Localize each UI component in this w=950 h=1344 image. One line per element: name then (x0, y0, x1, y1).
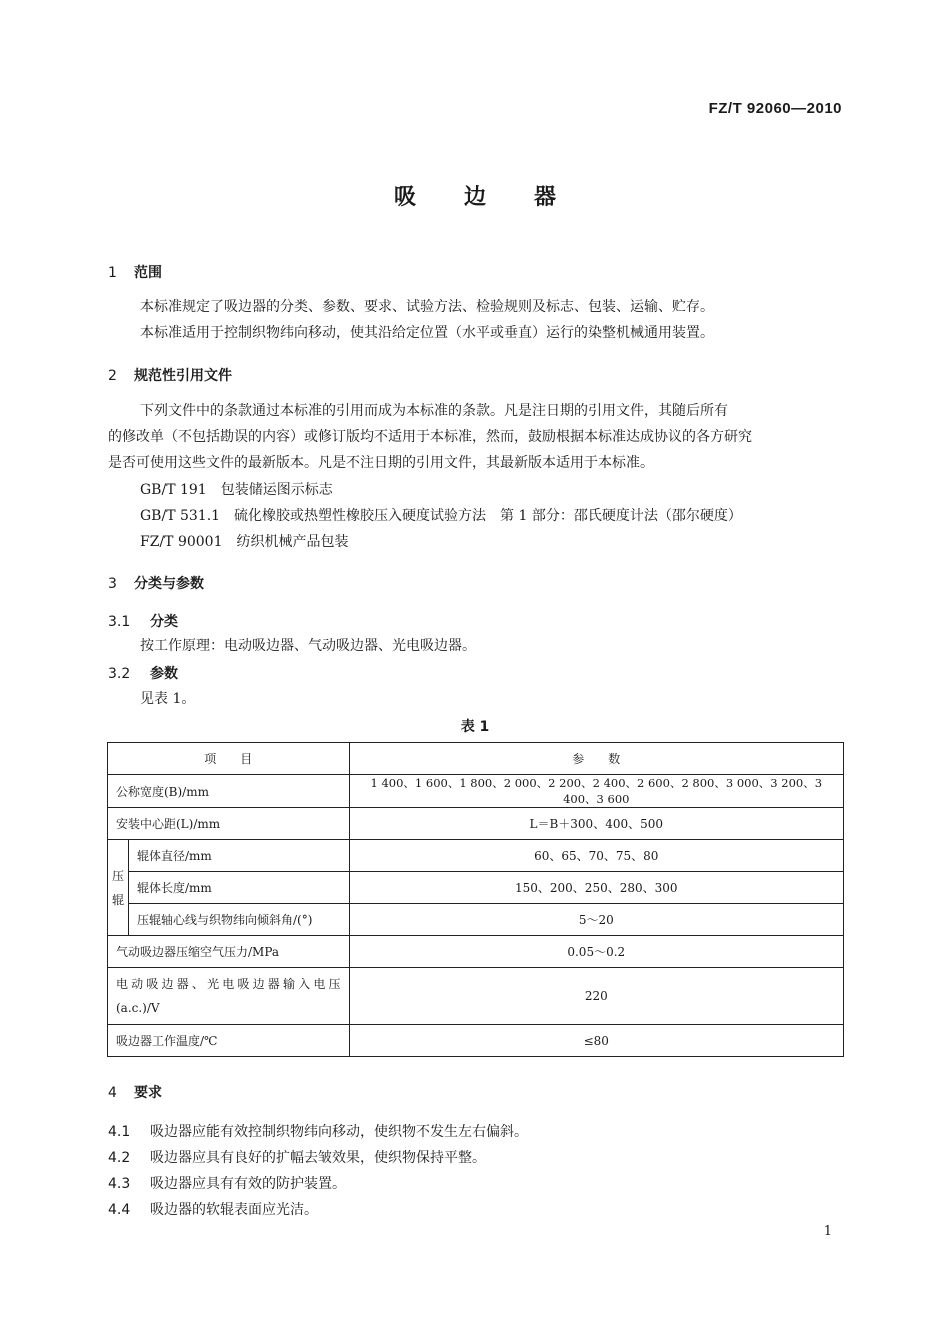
row-label-line: (a.c.)/V (116, 1001, 160, 1015)
paragraph: 本标准适用于控制织物纬向移动，使其沿给定位置（水平或垂直）运行的染整机械通用装置。 (140, 325, 714, 341)
table-row (108, 872, 844, 904)
section-number: 4 (108, 1085, 117, 1101)
paragraph-line: 是否可使用这些文件的最新版本。凡是不注日期的引用文件，其最新版本适用于本标准。 (108, 455, 654, 471)
row-value: 5～20 (349, 904, 843, 936)
row-label: 压辊轴心线与织物纬向倾斜角/(°) (129, 904, 350, 936)
page-number: 1 (823, 1224, 832, 1239)
subsection-title: 参数 (150, 666, 178, 682)
roller-group-label (108, 840, 129, 936)
item-text: 吸边器应具有良好的扩幅去皱效果，使织物保持平整。 (150, 1150, 486, 1166)
item-text: 吸边器应能有效控制织物纬向移动，使织物不发生左右偏斜。 (150, 1124, 528, 1140)
requirement-item (108, 1121, 528, 1141)
row-label: 安装中心距(L)/mm (108, 808, 350, 840)
subsection-number: 3.2 (108, 666, 131, 682)
parameter-table (107, 742, 844, 1057)
section-title: 分类与参数 (134, 576, 204, 592)
item-text: 吸边器的软辊表面应光洁。 (150, 1202, 318, 1218)
paragraph-line: 下列文件中的条款通过本标准的引用而成为本标准的条款。凡是注日期的引用文件，其随后所有 (140, 403, 728, 419)
table-row (108, 1025, 844, 1057)
row-value: 1 400、1 600、1 800、2 000、2 200、2 400、2 600、2 800、3 000、3 200、3 400、3 600 (349, 775, 843, 808)
row-label: 辊体直径/mm (129, 840, 350, 872)
subsection-number: 3.1 (108, 614, 131, 630)
table-row (108, 808, 844, 840)
header-cell-param: 参 数 (349, 743, 843, 775)
item-number: 4.4 (108, 1202, 131, 1218)
section-2-heading (108, 365, 232, 385)
reference-item: GB/T 531.1 硫化橡胶或热塑性橡胶压入硬度试验方法 第 1 部分：邵氏硬度计法（邵尔硬度） (140, 508, 742, 524)
section-number: 3 (108, 576, 117, 592)
section-title: 范围 (134, 265, 162, 281)
item-number: 4.2 (108, 1150, 131, 1166)
reference-item: FZ/T 90001 纺织机械产品包装 (140, 534, 349, 550)
table-row (108, 840, 844, 872)
paragraph: 见表 1。 (140, 691, 196, 707)
requirement-item (108, 1173, 346, 1193)
section-3-heading (108, 573, 204, 593)
section-4-heading (108, 1082, 162, 1102)
row-value: L＝B＋300、400、500 (349, 808, 843, 840)
page-title: 吸边器 (393, 184, 604, 210)
paragraph: 按工作原理：电动吸边器、气动吸边器、光电吸边器。 (140, 638, 476, 654)
row-value: 60、65、70、75、80 (349, 840, 843, 872)
row-value: 0.05～0.2 (349, 936, 843, 968)
row-label-line: 电动吸边器、光电吸边器输入电压 (116, 977, 341, 991)
section-1-heading (108, 262, 162, 282)
roller-group-text: 压辊 (111, 868, 124, 907)
table-row (108, 904, 844, 936)
section-number: 2 (108, 368, 117, 384)
table-row (108, 775, 844, 808)
row-label (108, 968, 350, 1025)
row-label: 辊体长度/mm (129, 872, 350, 904)
subsection-3-2-heading (108, 663, 178, 683)
item-number: 4.3 (108, 1176, 131, 1192)
row-label: 吸边器工作温度/℃ (108, 1025, 350, 1057)
standard-number: FZ/T 92060—2010 (708, 100, 842, 117)
subsection-3-1-heading (108, 611, 178, 631)
header-cell-item: 项 目 (108, 743, 350, 775)
paragraph: 本标准规定了吸边器的分类、参数、要求、试验方法、检验规则及标志、包装、运输、贮存。 (140, 299, 714, 315)
section-title: 规范性引用文件 (134, 368, 232, 384)
table-caption: 表 1 (460, 719, 490, 735)
item-text: 吸边器应具有有效的防护装置。 (150, 1176, 346, 1192)
row-value: 220 (349, 968, 843, 1025)
section-number: 1 (108, 265, 117, 281)
paragraph-line: 的修改单（不包括勘误的内容）或修订版均不适用于本标准，然而，鼓励根据本标准达成协议的各方研究 (108, 429, 752, 445)
subsection-title: 分类 (150, 614, 178, 630)
section-title: 要求 (134, 1085, 162, 1101)
row-value: 150、200、250、280、300 (349, 872, 843, 904)
row-value: ≤80 (349, 1025, 843, 1057)
table-row (108, 968, 844, 1025)
requirement-item (108, 1199, 318, 1219)
table-header-row (108, 743, 844, 775)
row-label: 公称宽度(B)/mm (108, 775, 350, 808)
requirement-item (108, 1147, 486, 1167)
item-number: 4.1 (108, 1124, 131, 1140)
row-label: 气动吸边器压缩空气压力/MPa (108, 936, 350, 968)
table-row (108, 936, 844, 968)
reference-item: GB/T 191 包装储运图示标志 (140, 482, 333, 498)
